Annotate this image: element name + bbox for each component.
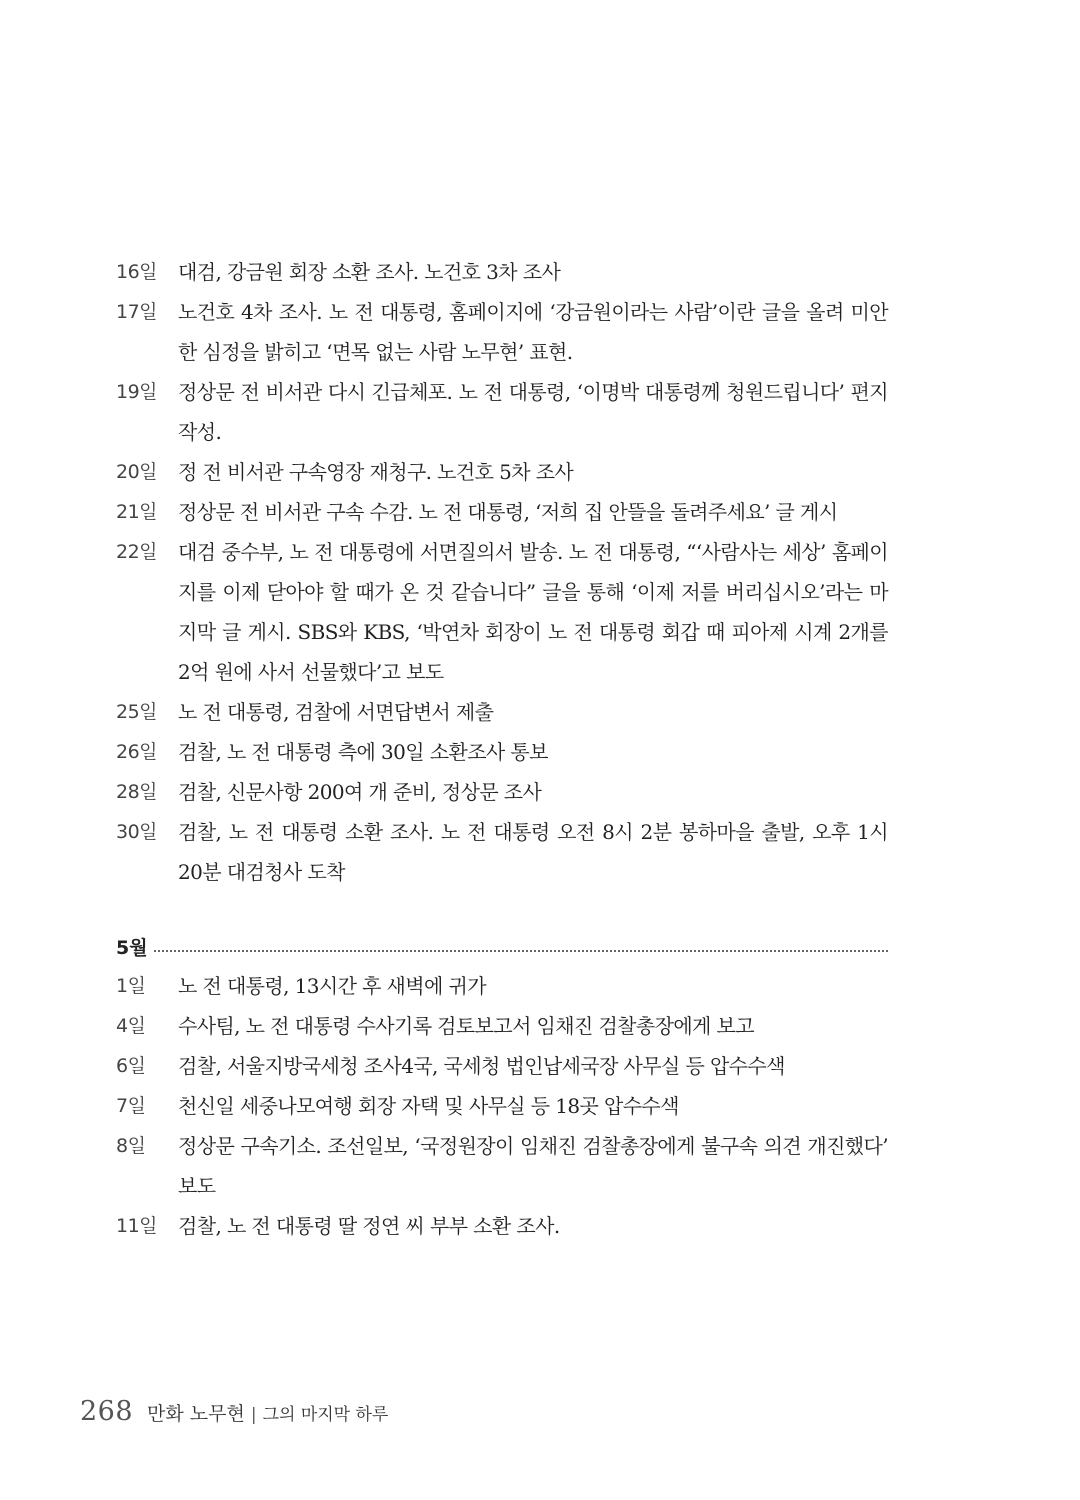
entry-text: 수사팀, 노 전 대통령 수사기록 검토보고서 임채진 검찰총장에게 보고 <box>178 1014 754 1038</box>
entry-day: 1일 <box>116 975 146 997</box>
entry-day: 21일 <box>116 501 158 523</box>
entry-day: 4일 <box>116 1015 146 1037</box>
entry-text: 정상문 구속기소. 조선일보, ‘국정원장이 임채진 검찰총장에게 불구속 의견 개진했다’ 보도 <box>178 1134 888 1198</box>
timeline-entry <box>116 532 888 692</box>
timeline-entry <box>116 1046 888 1086</box>
timeline-entry <box>116 452 888 492</box>
entry-text: 대검 중수부, 노 전 대통령에 서면질의서 발송. 노 전 대통령, “‘사람사는 세상’ 홈페이지를 이제 닫아야 할 때가 온 것 같습니다” 글을 통해 ‘이제 저를 버리십시오’라는 마지막 글 게시. SBS와 KBS, ‘박연차 회장이 노 전 대통령 회갑 때 피아제 시계 2개를 2억 원에 사서 선물했다’고 보도 <box>178 540 888 684</box>
page-number: 268 <box>80 1396 134 1427</box>
entry-text: 노건호 4차 조사. 노 전 대통령, 홈페이지에 ‘강금원이라는 사람’이란 글을 올려 미안한 심정을 밝히고 ‘면목 없는 사람 노무현’ 표현. <box>178 300 888 364</box>
timeline-entry <box>116 732 888 772</box>
entry-text: 노 전 대통령, 13시간 후 새벽에 귀가 <box>178 974 486 998</box>
entry-text: 정상문 전 비서관 다시 긴급체포. 노 전 대통령, ‘이명박 대통령께 청원드립니다’ 편지 작성. <box>178 380 888 444</box>
entry-day: 26일 <box>116 741 158 763</box>
entry-day: 19일 <box>116 381 158 403</box>
entry-day: 6일 <box>116 1055 146 1077</box>
entry-day: 7일 <box>116 1095 146 1117</box>
entry-day: 8일 <box>116 1135 146 1157</box>
entry-text: 천신일 세중나모여행 회장 자택 및 사무실 등 18곳 압수수색 <box>178 1094 679 1118</box>
may-timeline <box>116 928 888 1246</box>
timeline-entry <box>116 812 888 892</box>
entry-day: 22일 <box>116 541 158 563</box>
timeline-entry <box>116 372 888 452</box>
timeline-entry <box>116 252 888 292</box>
entry-text: 검찰, 노 전 대통령 소환 조사. 노 전 대통령 오전 8시 2분 봉하마을 출발, 오후 1시 20분 대검청사 도착 <box>178 820 888 884</box>
entry-text: 정상문 전 비서관 구속 수감. 노 전 대통령, ‘저희 집 안뜰을 돌려주세요’ 글 게시 <box>178 500 838 524</box>
page-footer <box>80 1396 388 1427</box>
timeline-entry <box>116 1206 888 1246</box>
entry-day: 20일 <box>116 461 158 483</box>
entry-text: 대검, 강금원 회장 소환 조사. 노건호 3차 조사 <box>178 260 561 284</box>
timeline-entry <box>116 1126 888 1206</box>
entry-text: 검찰, 서울지방국세청 조사4국, 국세청 법인납세국장 사무실 등 압수수색 <box>178 1054 785 1078</box>
entry-text: 검찰, 신문사항 200여 개 준비, 정상문 조사 <box>178 780 542 804</box>
timeline-entry <box>116 692 888 732</box>
timeline-entry <box>116 292 888 372</box>
chapter-title: 그의 마지막 하루 <box>262 1405 389 1425</box>
entry-text: 정 전 비서관 구속영장 재청구. 노건호 5차 조사 <box>178 460 574 484</box>
entry-day: 11일 <box>116 1215 158 1237</box>
footer-separator: | <box>250 1405 257 1425</box>
entry-text: 검찰, 노 전 대통령 측에 30일 소환조사 통보 <box>178 740 548 764</box>
april-timeline <box>116 252 888 892</box>
dotted-divider <box>154 950 888 952</box>
month-title: 5월 <box>116 936 148 959</box>
entry-day: 28일 <box>116 781 158 803</box>
timeline-entry <box>116 492 888 532</box>
timeline-entry <box>116 1006 888 1046</box>
month-header <box>116 928 888 964</box>
entry-text: 검찰, 노 전 대통령 딸 정연 씨 부부 소환 조사. <box>178 1214 560 1238</box>
entry-day: 17일 <box>116 301 158 323</box>
timeline-entry <box>116 772 888 812</box>
entry-text: 노 전 대통령, 검찰에 서면답변서 제출 <box>178 700 494 724</box>
timeline-entry <box>116 1086 888 1126</box>
entry-day: 25일 <box>116 701 158 723</box>
book-title: 만화 노무현 <box>147 1403 245 1425</box>
entry-day: 30일 <box>116 821 158 843</box>
entry-day: 16일 <box>116 261 158 283</box>
timeline-entry <box>116 966 888 1006</box>
